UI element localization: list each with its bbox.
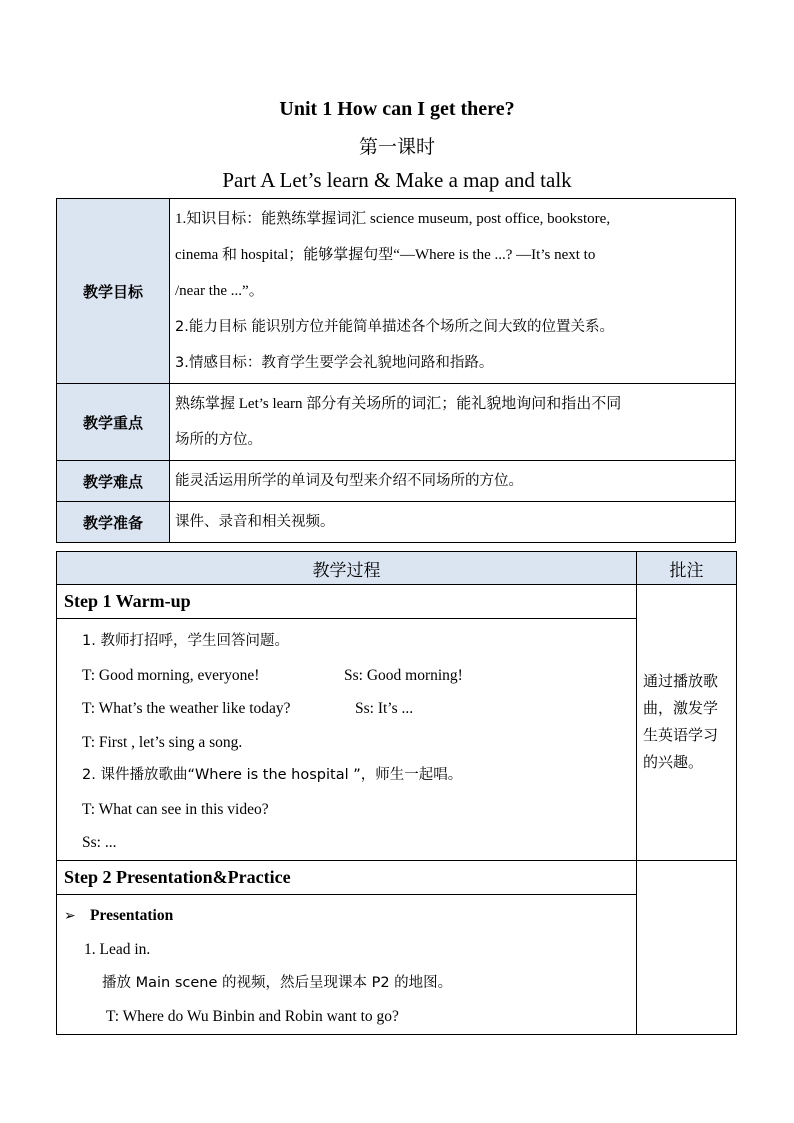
step1-title: Step 1 Warm-up [57, 585, 637, 619]
part-title: Part A Let’s learn & Make a map and talk [222, 168, 572, 192]
note-line: 通过播放歌 [643, 672, 719, 691]
content-line: 2.能力目标 能识别方位并能简单描述各个场所之间大致的位置关系。 [175, 319, 614, 335]
subhead-text: Presentation [90, 906, 174, 924]
content-line: 1.知识目标：能熟练掌握词汇 science museum, post office, bookstore, [175, 211, 611, 227]
row-label: 教学难点 [57, 461, 170, 502]
row-content [170, 384, 736, 461]
dialog-reply: Ss: Good morning! [344, 666, 463, 684]
process-header-row [57, 552, 737, 585]
row-content [170, 461, 736, 502]
preparation-row [57, 502, 736, 543]
body-line: 1. Lead in. [84, 941, 151, 958]
arrow-bullet-icon: ➢ [64, 907, 76, 924]
step1-note [637, 585, 737, 861]
dialog-text: T: What’s the weather like today? [82, 700, 291, 717]
body-line: 2. 课件播放歌曲“Where is the hospital ”，师生一起唱。 [82, 767, 463, 783]
note-line: 生英语学习 [643, 726, 719, 745]
objectives-table [56, 198, 736, 543]
row-label: 教学重点 [57, 384, 170, 461]
step2-title: Step 2 Presentation&Practice [57, 860, 637, 894]
dialog-line [57, 659, 636, 693]
content-line: 场所的方位。 [175, 432, 262, 448]
dialog-line [57, 692, 636, 726]
content-line: cinema 和 hospital；能够掌握句型“—Where is the ...? —It’s next to [175, 247, 596, 263]
lesson-title: 第一课时 [358, 136, 435, 158]
note-line: 的兴趣。 [643, 753, 704, 772]
body-line: 1. 教师打招呼，学生回答问题。 [82, 633, 289, 649]
body-line: T: What can see in this video? [82, 800, 269, 818]
step1-title-row [57, 585, 737, 619]
body-line: 播放 Main scene 的视频，然后呈现课本 P2 的地图。 [102, 974, 453, 991]
step2-body-row [57, 894, 737, 1034]
content-line: 课件、录音和相关视频。 [175, 514, 335, 530]
objectives-row [57, 199, 736, 384]
difficulties-row [57, 461, 736, 502]
step1-body [57, 619, 637, 861]
notes-header: 批注 [637, 552, 737, 585]
process-header: 教学过程 [57, 552, 637, 585]
row-label: 教学目标 [57, 199, 170, 384]
body-line: T: Where do Wu Binbin and Robin want to go? [106, 1008, 399, 1025]
body-line: T: First , let’s sing a song. [82, 733, 243, 751]
content-line: 熟练掌握 Let’s learn 部分有关场所的词汇；能礼貌地询问和指出不同 [175, 396, 622, 412]
content-line: /near the ...”。 [175, 283, 264, 299]
process-table [56, 551, 737, 1035]
dialog-reply: Ss: It’s ... [355, 700, 414, 717]
dialog-text: T: Good morning, everyone! [82, 666, 260, 684]
presentation-subhead [57, 899, 636, 934]
row-content [170, 199, 736, 384]
row-label: 教学准备 [57, 502, 170, 543]
row-content [170, 502, 736, 543]
unit-title: Unit 1 How can I get there? [279, 98, 515, 120]
step2-body [57, 894, 637, 1034]
body-line: Ss: ... [82, 834, 117, 851]
note-line: 曲，激发学 [643, 699, 719, 718]
step2-title-row [57, 860, 737, 894]
content-line: 能灵活运用所学的单词及句型来介绍不同场所的方位。 [175, 473, 523, 489]
content-line: 3.情感目标：教育学生要学会礼貌地问路和指路。 [175, 355, 494, 371]
step2-note [637, 860, 737, 1034]
key-points-row [57, 384, 736, 461]
step1-body-row [57, 619, 737, 861]
